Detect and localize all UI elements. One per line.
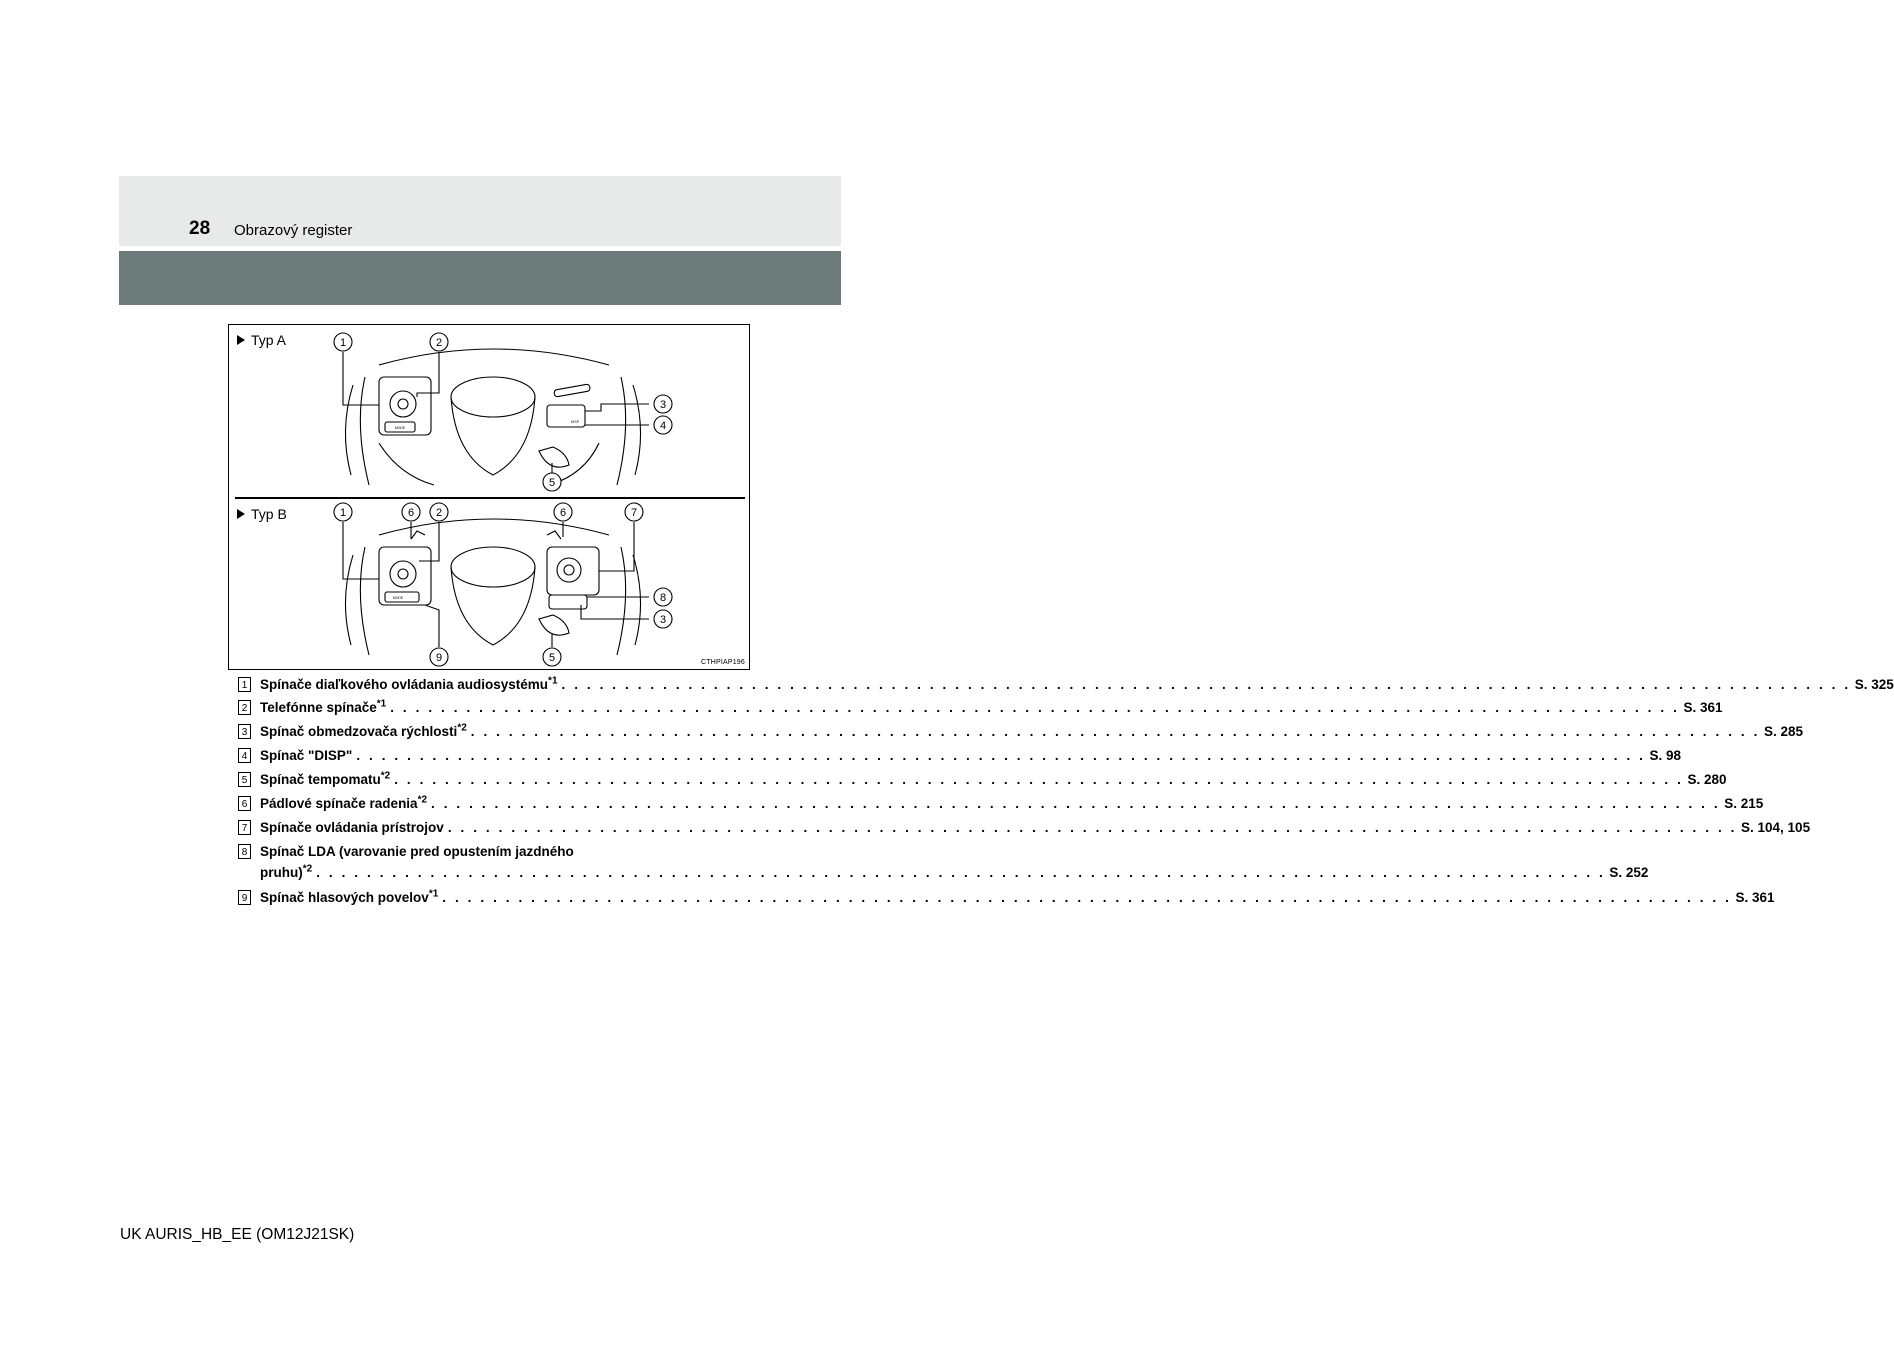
item-number-badge: 3 [238,724,251,739]
mode-button-mark-b: MODE [392,596,404,600]
item-label: Spínače diaľkového ovládania audiosystému$^{*1}$ [260,675,558,692]
callout-a-4: 4 [659,420,667,432]
list-item [238,769,1727,793]
item-label: Spínače ovládania prístrojov [260,820,444,835]
item-number-badge: 1 [238,677,251,692]
list-item [238,887,1775,911]
page-reference[interactable]: S. 215 [1724,796,1764,811]
leader-dots [448,817,1737,838]
triangle-bullet-icon [237,509,245,519]
page-reference[interactable]: S. 285 [1763,724,1803,739]
page-reference[interactable]: S. 252 [1609,865,1649,880]
steering-wheel-figure [228,324,750,670]
page-reference[interactable]: S. 325 [1854,677,1894,692]
header-dark-band [119,251,841,305]
leader-dots [390,697,1679,718]
page-reference[interactable]: S. 361 [1683,700,1723,715]
leader-dots [562,674,1851,695]
type-a-label: Typ A [237,332,286,348]
page-number: 28 [189,218,211,239]
list-item [238,841,1649,887]
leader-dots [471,721,1760,742]
page-reference[interactable]: S. 98 [1649,748,1682,763]
triangle-bullet-icon [237,335,245,345]
callout-a-1: 1 [339,337,347,349]
callout-b-8: 8 [659,592,667,604]
list-item [238,745,1682,769]
page-reference[interactable]: S. 361 [1735,890,1775,905]
item-label: Spínač hlasových povelov$^{*1}$ [260,888,439,905]
list-item [238,721,1803,745]
document-id: UK AURIS_HB_EE (OM12J21SK) [120,1226,355,1243]
callout-b-1: 1 [339,507,347,519]
disp-button-mark-a: DISP [570,420,580,424]
list-item [238,697,1723,721]
item-label-continued: pruhu)$^{*2}$ [260,863,313,880]
index-list [238,674,1894,911]
callout-a-3: 3 [659,399,667,411]
item-number-badge: 5 [238,772,251,787]
leader-dots [431,793,1720,814]
item-label: Spínač "DISP" [260,748,353,763]
figure-divider [235,497,745,499]
item-label: Spínač LDA (varovanie pred opustením jazdného [260,844,574,859]
callout-b-9: 9 [435,652,443,664]
callout-b-5: 5 [548,652,556,664]
page-reference[interactable]: S. 104, 105 [1741,820,1811,835]
item-number-badge: 2 [238,700,251,715]
type-b-label: Typ B [237,506,287,522]
item-number-badge: 9 [238,890,251,905]
header-band [119,176,841,246]
callout-a-5: 5 [548,477,556,489]
leader-dots [316,862,1605,883]
item-label: Spínač tempomatu$^{*2}$ [260,770,391,787]
figure-code: CTHPIAP196 [700,659,745,666]
list-item [238,674,1894,697]
item-number-badge: 7 [238,820,251,835]
leader-dots [356,745,1645,766]
leader-dots [394,769,1683,790]
item-number-badge: 8 [238,844,251,859]
callout-b-6-left: 6 [407,507,415,519]
item-label: Telefónne spínače$^{*1}$ [260,698,387,715]
list-item [238,793,1764,817]
leader-dots [442,887,1731,908]
callout-b-6-right: 6 [559,507,567,519]
callout-b-7: 7 [630,507,638,519]
item-number-badge: 4 [238,748,251,763]
item-label: Pádlové spínače radenia$^{*2}$ [260,794,428,811]
callout-a-2: 2 [435,337,443,349]
mode-button-mark-a: MODE [394,426,406,430]
item-number-badge: 6 [238,796,251,811]
callout-b-3: 3 [659,614,667,626]
page-reference[interactable]: S. 280 [1687,772,1727,787]
item-label: Spínač obmedzovača rýchlosti$^{*2}$ [260,722,467,739]
list-item [238,817,1811,841]
callout-b-2: 2 [435,507,443,519]
section-title: Obrazový register [234,222,353,239]
